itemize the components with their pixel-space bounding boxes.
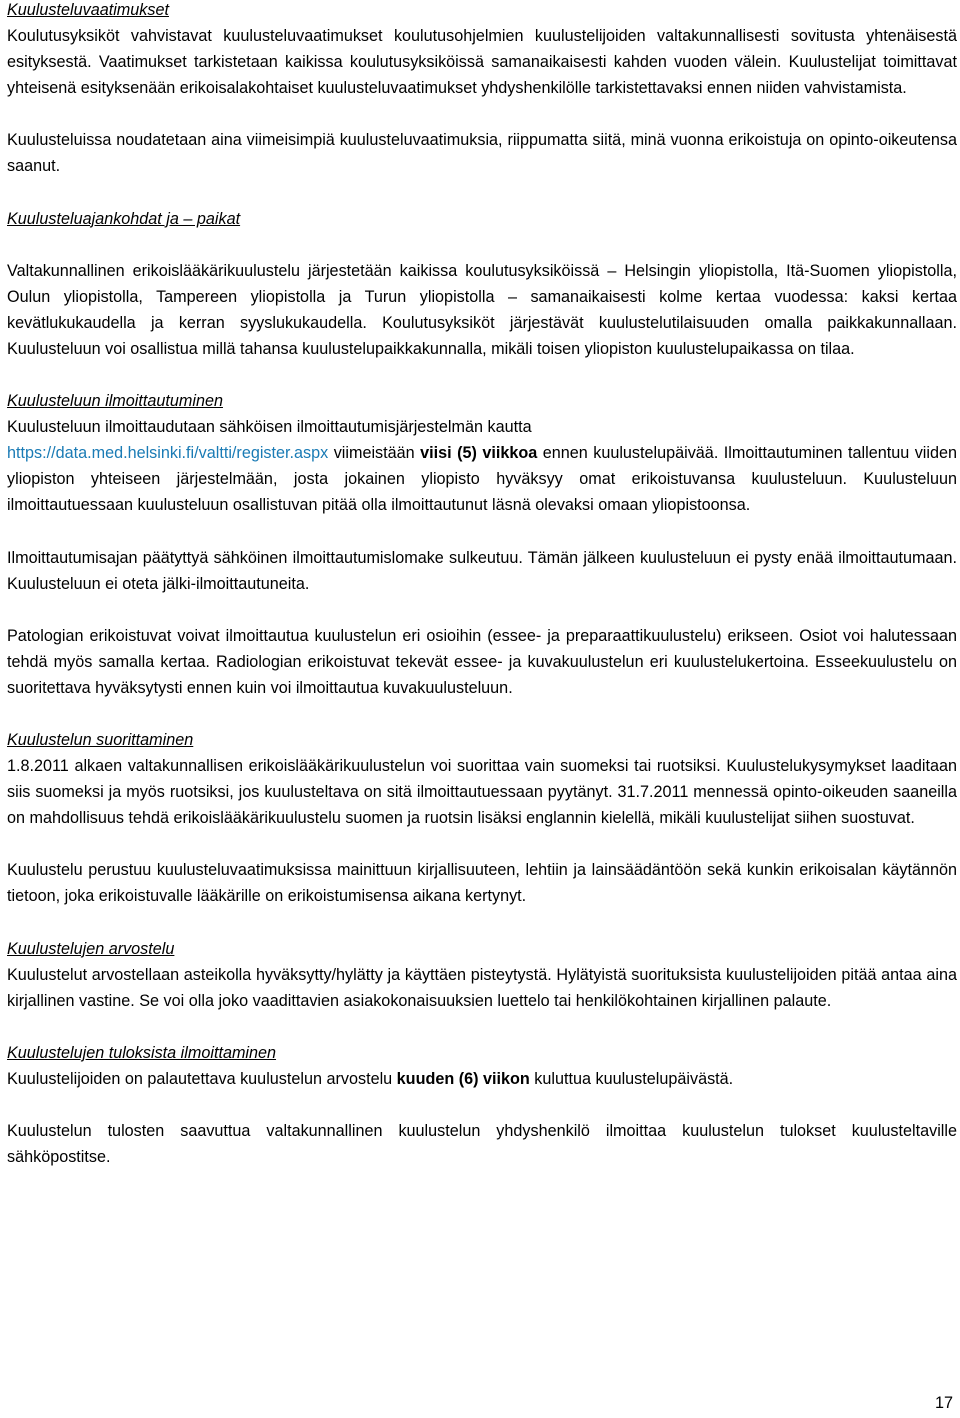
- section-heading-registration: Kuulusteluun ilmoittautuminen: [7, 392, 223, 411]
- section-heading-grading: Kuulustelujen arvostelu: [7, 939, 175, 958]
- requirements-paragraph-1: Koulutusyksiköt vahvistavat kuulusteluvaatimukset koulutusohjelmien kuulustelijoiden valtakunnallisesti sovitusta yhtenäisestä esityksestä. Vaatimukset tarkistetaan kaikissa koulutusyksiköissä samanaikaisesti kahden vuoden välein. Kuulustelijat toimittavat yhteisenä esityksenään erikoisalakohtaiset kuulusteluvaatimukset yhdyshenkilölle tarkistettavaksi ennen niiden vahvistamista.: [7, 27, 957, 98]
- requirements-paragraph-2: Kuulusteluissa noudatetaan aina viimeisimpiä kuulusteluvaatimuksia, riippumatta siitä, minä vuonna erikoistuja on opinto-oikeutensa saanut.: [7, 131, 957, 176]
- conduct-paragraph-1: 1.8.2011 alkaen valtakunnallisen erikoislääkärikuulustelun voi suorittaa vain suomeksi tai ruotsiksi. Kuulustelukysymykset laaditaan siis suomeksi ja myös ruotsiksi, jos kuulusteltava on sitä ilmoittautuessaan pyytänyt. 31.7.2011 mennessä opinto-oikeuden saaneilla on mahdollisuus tehdä erikoislääkärikuulustelu suomen ja ruotsin lisäksi englannin kielellä, mikäli kuulustelijat siihen suostuvat.: [7, 757, 957, 828]
- results-notification-paragraph: Kuulustelun tulosten saavuttua valtakunnallinen kuulustelun yhdyshenkilö ilmoittaa kuulustelun tulokset kuulusteltaville sähköpostitse.: [7, 1122, 957, 1167]
- document-page: [7, 0, 957, 1170]
- registration-link[interactable]: https://data.med.helsinki.fi/valtti/register.aspx: [7, 444, 329, 463]
- spacer: [7, 910, 957, 936]
- spacer: [7, 362, 957, 388]
- results-deadline-prefix: Kuulustelijoiden on palautettava kuulustelun arvostelu: [7, 1069, 397, 1088]
- section-heading-requirements: Kuulusteluvaatimukset: [7, 1, 169, 19]
- registration-deadline-prefix: viimeistään: [328, 444, 421, 463]
- page-number: 17: [934, 1394, 953, 1412]
- spacer: [7, 519, 957, 545]
- section-heading-results: Kuulustelujen tuloksista ilmoittaminen: [7, 1043, 277, 1062]
- registration-rest: Ilmoittautuminen tallentuu viiden yliopiston yhteiseen järjestelmään, josta jokainen yliopisto hyväksyy omat erikoistuvansa kuulusteluun. Kuulusteluun ilmoittautuessaan kuulusteluun osallistuvan pitää olla ilmoittautunut läsnä olevaksi omaan yliopistoonsa.: [7, 444, 957, 515]
- results-deadline-suffix: kuluttua kuulustelupäivästä.: [529, 1069, 734, 1088]
- results-deadline-paragraph: [7, 1066, 957, 1092]
- spacer: [7, 831, 957, 857]
- results-deadline-bold: kuuden (6) viikon: [396, 1069, 530, 1088]
- registration-paragraph: [7, 414, 957, 518]
- registration-deadline-bold: viisi (5) viikkoa: [420, 444, 538, 463]
- registration-intro: Kuulusteluun ilmoittaudutaan sähköisen ilmoittautumisjärjestelmän kautta: [7, 418, 532, 437]
- spacer: [7, 701, 957, 727]
- spacer: [7, 1014, 957, 1040]
- spacer: [7, 180, 957, 206]
- grading-paragraph: Kuulustelut arvostellaan asteikolla hyväksytty/hylätty ja käyttäen pisteytystä. Hylätyistä suorituksista kuulustelijoiden pitää antaa aina kirjallinen vastine. Se voi olla joko vaadittavien asiakokonaisuuksien luettelo tai henkilökohtainen kirjallinen palaute.: [7, 965, 957, 1010]
- section-heading-conduct: Kuulustelun suorittaminen: [7, 730, 194, 749]
- pathology-radiology-paragraph: Patologian erikoistuvat voivat ilmoittautua kuulustelun eri osioihin (essee- ja preparaattikuulustelu) erikseen. Osiot voi halutessaan tehdä myös samalla kertaa. Radiologian erikoistuvat tekevät essee- ja kuvakuulustelun eri kuulustelukertoina. Esseekuulustelu on suoritettava hyväksytysti ennen kuin voi ilmoittautua kuvakuulusteluun.: [7, 626, 957, 697]
- registration-deadline-suffix: ennen kuulustelupäivää.: [537, 444, 719, 463]
- dates-paragraph: Valtakunnallinen erikoislääkärikuulustelu järjestetään kaikissa koulutusyksiköissä – Helsingin yliopistolla, Itä-Suomen yliopistolla, Oulun yliopistolla, Tampereen yliopistolla ja Turun yliopistolla – samanaikaisesti kolme kertaa vuodessa: kaksi kertaa kevätlukukaudella ja kerran syyslukukaudella. Koulutusyksiköt järjestävät kuulustelutilaisuuden omalla paikkakunnallaan. Kuulusteluun voi osallistua millä tahansa kuulustelupaikkakunnalla, mikäli toisen yliopiston kuulustelupaikassa on tilaa.: [7, 261, 957, 358]
- registration-closing-paragraph: Ilmoittautumisajan päätyttyä sähköinen ilmoittautumislomake sulkeutuu. Tämän jälkeen kuulusteluun ei pysty enää ilmoittautumaan. Kuulusteluun ei oteta jälki-ilmoittautuneita.: [7, 548, 957, 593]
- section-heading-dates-and-places: Kuulusteluajankohdat ja – paikat: [7, 209, 241, 228]
- spacer: [7, 597, 957, 623]
- spacer: [7, 1092, 957, 1118]
- spacer: [7, 101, 957, 127]
- conduct-paragraph-2: Kuulustelu perustuu kuulusteluvaatimuksissa mainittuun kirjallisuuteen, lehtiin ja lainsäädäntöön sekä kunkin erikoisalan käytännön tietoon, joka erikoistuvalle lääkärille on erikoistumisensa aikana kertynyt.: [7, 861, 957, 906]
- spacer: [7, 232, 957, 258]
